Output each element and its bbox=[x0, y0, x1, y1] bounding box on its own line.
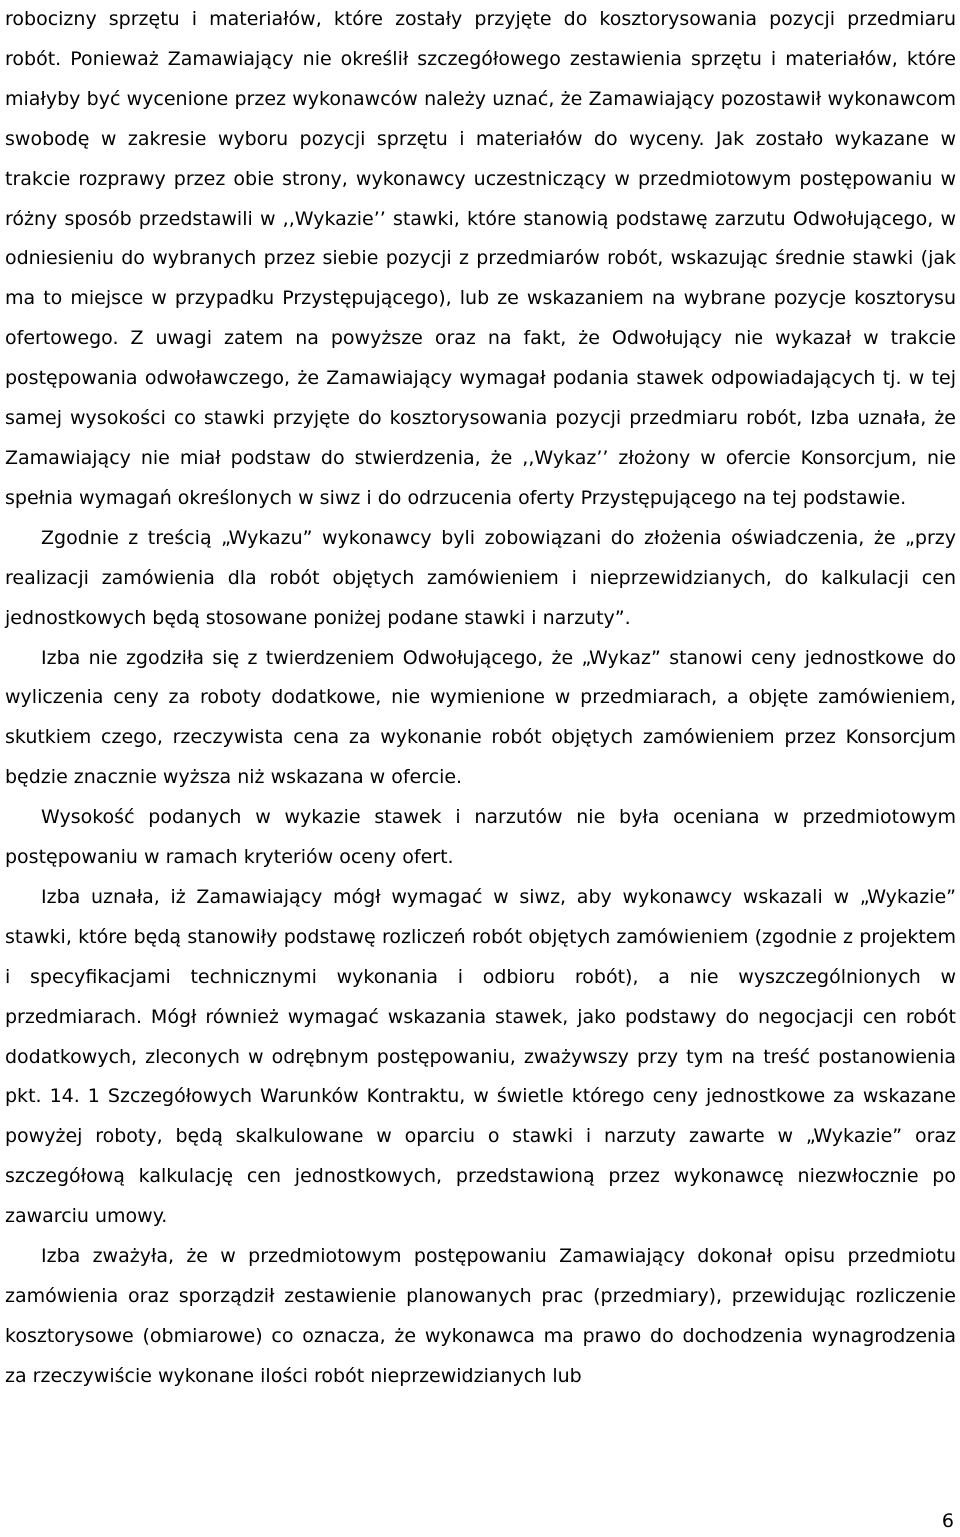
document-body bbox=[5, 0, 956, 1397]
page-number: 6 bbox=[941, 1510, 954, 1532]
paragraph-1: robocizny sprzętu i materiałów, które zostały przyjęte do kosztorysowania pozycji przedmiaru robót. Ponieważ Zamawiający nie określił szczegółowego zestawienia sprzętu i materiałów, które miałyby być wycenione przez wykonawców należy uznać, że Zamawiający pozostawił wykonawcom swobodę w zakresie wyboru pozycji sprzętu i materiałów do wyceny. Jak zostało wykazane w trakcie rozprawy przez obie strony, wykonawcy uczestniczący w przedmiotowym postępowaniu w różny sposób przedstawili w ,,Wykazie’’ stawki, które stanowią podstawę zarzutu Odwołującego, w odniesieniu do wybranych przez siebie pozycji z przedmiarów robót, wskazując średnie stawki (jak ma to miejsce w przypadku Przystępującego), lub ze wskazaniem na wybrane pozycje kosztorysu ofertowego. Z uwagi zatem na powyższe oraz na fakt, że Odwołujący nie wykazał w trakcie postępowania odwoławczego, że Zamawiający wymagał podania stawek odpowiadających tj. w tej samej wysokości co stawki przyjęte do kosztorysowania pozycji przedmiaru robót, Izba uznała, że Zamawiający nie miał podstaw do stwierdzenia, że ,,Wykaz’’ złożony w ofercie Konsorcjum, nie spełnia wymagań określonych w siwz i do odrzucenia oferty Przystępującego na tej podstawie. bbox=[5, 8, 956, 509]
paragraph-3: Izba nie zgodziła się z twierdzeniem Odwołującego, że „Wykaz” stanowi ceny jednostkowe do wyliczenia ceny za roboty dodatkowe, nie wymienione w przedmiarach, a objęte zamówieniem, skutkiem czego, rzeczywista cena za wykonanie robót objętych zamówieniem przez Konsorcjum będzie znacznie wyższa niż wskazana w ofercie. bbox=[5, 646, 956, 789]
paragraph-4: Wysokość podanych w wykazie stawek i narzutów nie była oceniana w przedmiotowym postępowaniu w ramach kryteriów oceny ofert. bbox=[5, 806, 956, 869]
paragraph-6: Izba zważyła, że w przedmiotowym postępowaniu Zamawiający dokonał opisu przedmiotu zamówienia oraz sporządził zestawienie planowanych prac (przedmiary), przewidując rozliczenie kosztorysowe (obmiarowe) co oznacza, że wykonawca ma prawo do dochodzenia wynagrodzenia za rzeczywiście wykonane ilości robót nieprzewidzianych lub bbox=[5, 1245, 956, 1387]
paragraph-5: Izba uznała, iż Zamawiający mógł wymagać w siwz, aby wykonawcy wskazali w „Wykazie” stawki, które będą stanowiły podstawę rozliczeń robót objętych zamówieniem (zgodnie z projektem i specyfikacjami technicznymi wykonania i odbioru robót), a nie wyszczególnionych w przedmiarach. Mógł również wymagać wskazania stawek, jako podstawy do negocjacji cen robót dodatkowych, zleconych w odrębnym postępowaniu, zważywszy przy tym na treść postanowienia pkt. 14. 1 Szczegółowych Warunków Kontraktu, w świetle którego ceny jednostkowe za wskazane powyżej roboty, będą skalkulowane w oparciu o stawki i narzuty zawarte w „Wykazie” oraz szczegółową kalkulację cen jednostkowych, przedstawioną przez wykonawcę niezwłocznie po zawarciu umowy. bbox=[5, 885, 956, 1228]
paragraph-2: Zgodnie z treścią „Wykazu” wykonawcy byli zobowiązani do złożenia oświadczenia, że „przy realizacji zamówienia dla robót objętych zamówieniem i nieprzewidzianych, do kalkulacji cen jednostkowych będą stosowane poniżej podane stawki i narzuty”. bbox=[5, 526, 956, 629]
